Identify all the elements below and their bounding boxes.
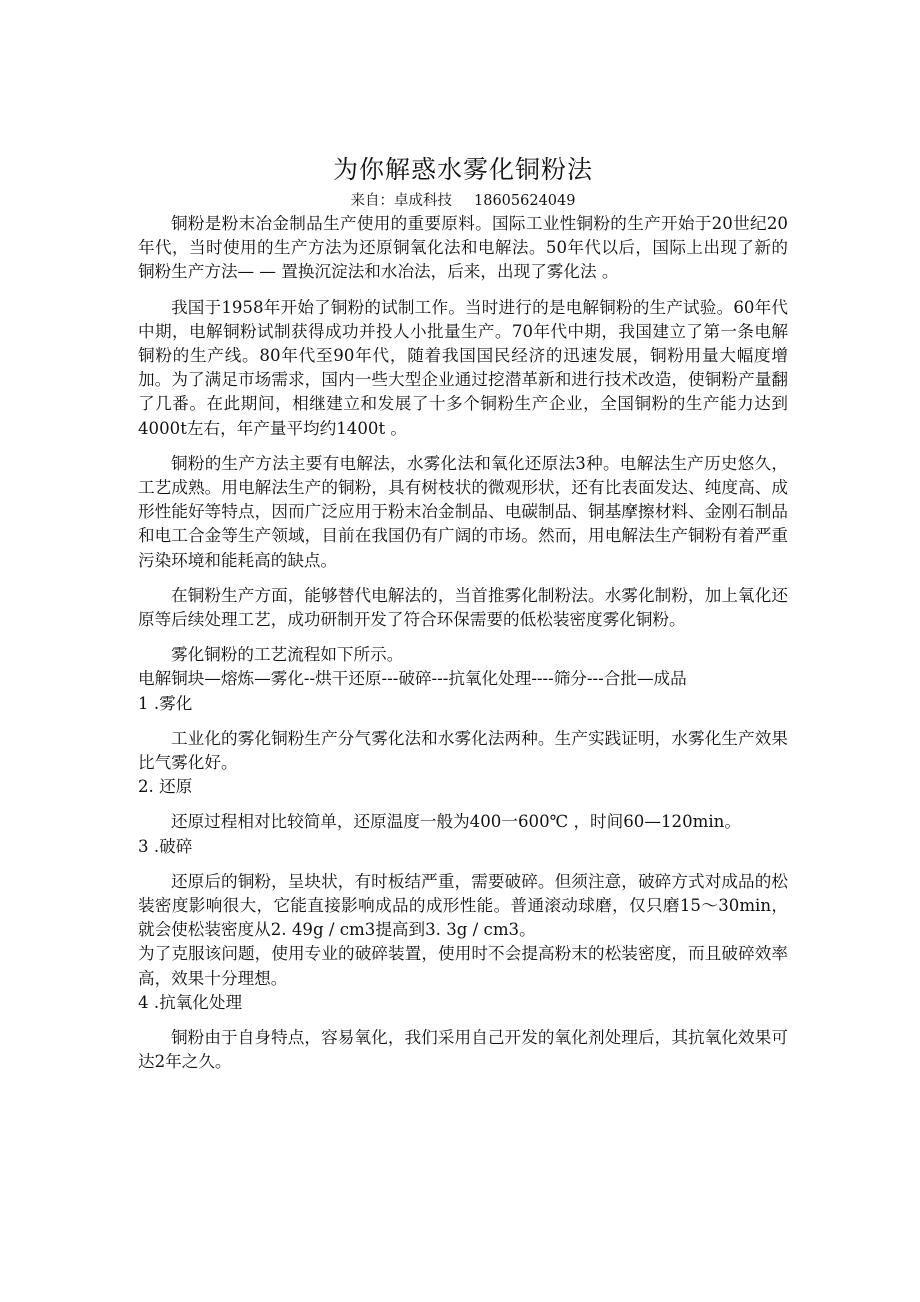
process-flow: 电解铜块—熔炼—雾化--烘干还原---破碎---抗氧化处理----筛分---合批—成品 (138, 669, 687, 689)
section-heading-reduction: 2. 还原 (138, 777, 193, 797)
section-heading-crushing: 3 .破碎 (138, 836, 193, 856)
paragraph-atomization: 在铜粉生产方面，能够替代电解法的，当首推雾化制粉法。水雾化制粉，加上氧化还原等后续处理工艺，成功研制开发了符合环保需要的低松装密度雾化铜粉。 (138, 585, 788, 630)
source-phone: 18605624049 (474, 193, 576, 209)
section-body-reduction: 还原过程相对比较简单，还原温度一般为400一600℃ ，时间60—120min。 (171, 812, 741, 832)
section-body-antioxidation: 铜粉由于自身特点，容易氧化，我们采用自己开发的氧化剂处理后，其抗氧化效果可达2年之久。 (138, 1028, 788, 1072)
section-body-atomization: 工业化的雾化铜粉生产分气雾化法和水雾化法两种。生产实践证明，水雾化生产效果比气雾化好。 (138, 728, 788, 773)
paragraph-flow-intro: 雾化铜粉的工艺流程如下所示。 (171, 645, 404, 665)
document-title: 为你解惑水雾化铜粉法 (332, 155, 593, 184)
paragraph-methods: 铜粉的生产方法主要有电解法，水雾化法和氧化还原法3种。电解法生产历史悠久，工艺成熟。用电解法生产的铜粉，具有树枝状的微观形状，还有比表面发达、纯度高、成形性能好等特点，因而广泛应用于粉末冶金制品、电碳制品、铜基摩擦材料、金刚石制品和电工合金等生产领域，目前在我国仍有广阔的市场。然而，用电解法生产铜粉有着严重污染环境和能耗高的缺点。 (138, 453, 788, 570)
section-heading-antioxidation: 4 .抗氧化处理 (138, 992, 243, 1012)
source-line (138, 190, 788, 212)
paragraph-history-china: 我国于1958年开始了铜粉的试制工作。当时进行的是电解铜粉的生产试验。60年代中期，电解铜粉试制获得成功并投人小批量生产。70年代中期，我国建立了第一条电解铜粉的生产线。80年代至90年代，随着我国国民经济的迅速发展，铜粉用量大幅度增加。为了满足市场需求，国内一些大型企业通过挖潜革新和进行技术改造，使铜粉产量翻了几番。在此期间，相继建立和发展了十多个铜粉生产企业，全国铜粉的生产能力达到4000t左右，年产量平均约1400t 。 (138, 297, 788, 438)
document-page (138, 150, 788, 1075)
source-label: 来自：卓成科技 (350, 193, 452, 209)
section-note-crushing: 为了克服该问题，使用专业的破碎装置，使用时不会提高粉末的松装密度，而且破碎效率高，效果十分理想。 (138, 944, 788, 988)
paragraph-history-intl: 铜粉是粉末冶金制品生产使用的重要原料。国际工业性铜粉的生产开始于20世纪20年代，当时使用的生产方法为还原铜氧化法和电解法。50年代以后，国际上出现了新的铜粉生产方法— — 置换沉淀法和水冶法，后来，出现了雾化法 。 (138, 214, 788, 282)
section-heading-atomization: 1 .雾化 (138, 693, 193, 713)
section-body-crushing: 还原后的铜粉，呈块状，有时板结严重，需要破碎。但须注意，破碎方式对成品的松装密度影响很大，它能直接影响成品的成形性能。普通滚动球磨，仅只磨15～30min，就会使松装密度从2. 49g / cm3提高到3. 3g / cm3。 (138, 871, 788, 940)
